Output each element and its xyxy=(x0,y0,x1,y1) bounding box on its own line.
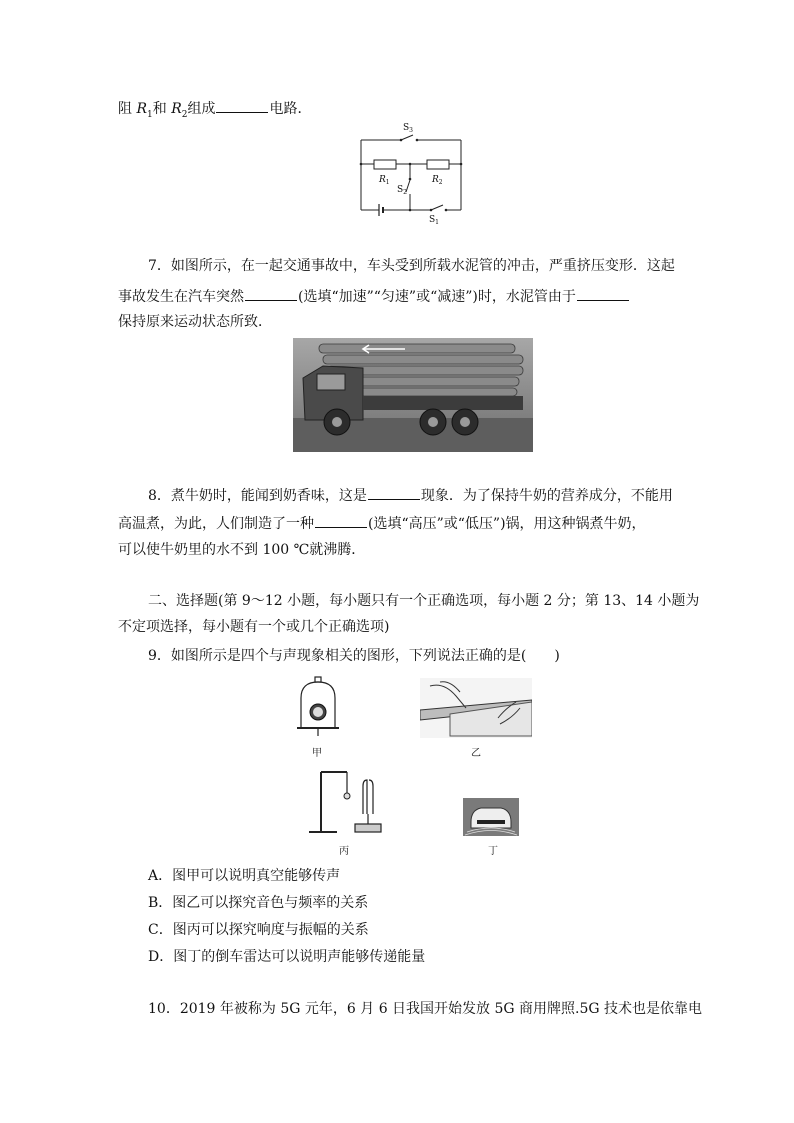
answer-blank[interactable] xyxy=(315,512,367,528)
answer-blank[interactable] xyxy=(368,484,420,500)
q7-line2 xyxy=(118,285,630,307)
section2-line1: 二、选择题(第 9～12 小题，每小题只有一个正确选项，每小题 2 分；第 13、14 小题为 xyxy=(148,593,700,609)
ruler-figure xyxy=(420,678,532,738)
q8-text-post2: (选填“高压”或“低压”)锅，用这种锅煮牛奶， xyxy=(368,516,646,532)
q8-text-pre: 8．煮牛奶时，能闻到奶香味，这是 xyxy=(148,488,367,504)
option-d[interactable]: D．图丁的倒车雷达可以说明声能够传递能量 xyxy=(148,949,426,965)
answer-blank[interactable] xyxy=(245,285,297,301)
q6-text-mid: 和 xyxy=(152,101,172,117)
caption-ding: 丁 xyxy=(488,846,498,857)
r1-label: $R_1$ xyxy=(379,175,390,186)
section2-line2: 不定项选择，每小题有一个或几个正确选项) xyxy=(118,619,390,635)
option-b[interactable]: B．图乙可以探究音色与频率的关系 xyxy=(148,895,369,911)
q7-text-mid: (选填“加速”“匀速”或“减速”)时，水泥管由于 xyxy=(298,289,576,305)
q8-text-post: 现象．为了保持牛奶的营养成分，不能用 xyxy=(420,488,673,504)
q6-text-post: 组成 xyxy=(187,101,216,117)
r1-sub: 1 xyxy=(147,109,153,120)
bell-jar-figure xyxy=(293,676,343,738)
circuit-diagram xyxy=(355,118,467,228)
answer-blank[interactable] xyxy=(216,97,268,113)
q6-text-pre: 阻 xyxy=(118,101,137,117)
q7-line3: 保持原来运动状态所致． xyxy=(118,314,272,330)
q10-line1: 10．2019 年被称为 5G 元年，6 月 6 日我国开始发放 5G 商用牌照.5G 技术也是依靠电 xyxy=(148,1001,703,1017)
q8-line3: 可以使牛奶里的水不到 100 ℃就沸腾． xyxy=(118,542,366,558)
s2-label: $S_2$ xyxy=(397,185,407,196)
q8-line1 xyxy=(148,484,673,506)
truck-photo xyxy=(293,338,533,452)
r2-sub: 2 xyxy=(181,109,188,120)
s1-label: $S_1$ xyxy=(429,215,439,226)
caption-jia: 甲 xyxy=(312,748,322,759)
option-c[interactable]: C．图丙可以探究响度与振幅的关系 xyxy=(148,922,369,938)
tuning-fork-figure xyxy=(307,768,387,840)
reversing-radar-figure xyxy=(463,798,519,836)
q6-text-end: 电路． xyxy=(269,101,312,117)
q7-text-pre: 事故发生在汽车突然 xyxy=(118,289,244,305)
q6-tail-line xyxy=(118,97,311,125)
r2-label: $R_2$ xyxy=(432,175,443,186)
r2-letter: R xyxy=(171,101,182,117)
q8-line2 xyxy=(118,512,646,534)
caption-yi: 乙 xyxy=(471,748,481,759)
r1-letter: R xyxy=(136,101,147,117)
q9-stem: 9．如图所示是四个与声现象相关的图形，下列说法正确的是( ) xyxy=(148,648,560,664)
caption-bing: 丙 xyxy=(339,846,349,857)
s3-label: $S_3$ xyxy=(403,123,413,134)
q7-line1: 7．如图所示，在一起交通事故中，车头受到所载水泥管的冲击，严重挤压变形．这起 xyxy=(148,258,675,274)
answer-blank[interactable] xyxy=(577,285,629,301)
option-a[interactable]: A．图甲可以说明真空能够传声 xyxy=(148,868,341,884)
q8-text-pre2: 高温煮，为此，人们制造了一种 xyxy=(118,516,314,532)
